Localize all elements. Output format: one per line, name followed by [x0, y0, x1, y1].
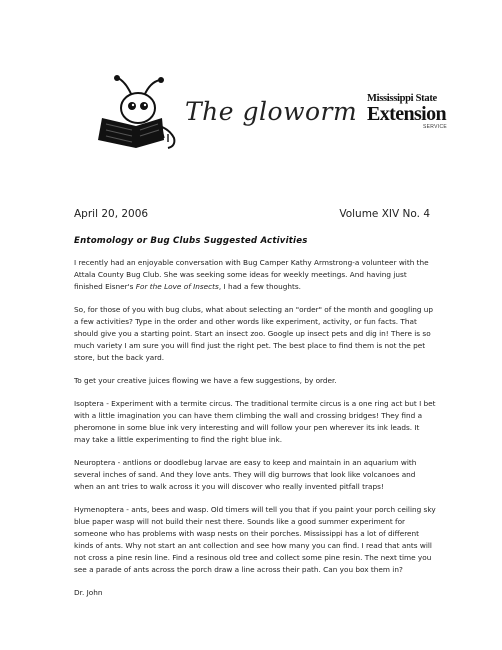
paragraph-suggestions: To get your creative juices flowing we have a few suggestions, by order.	[74, 376, 337, 385]
issue-date: April 20, 2006	[74, 208, 149, 220]
paragraph-neuroptera: Neuroptera - antlions or doodlebug larvae are easy to keep and maintain in an aquarium with several inches of sand. And they love ants. They will dig burrows that look like volcanoes and when an ant tries to walk across it you will discover who really invented pitfall traps!	[74, 458, 417, 491]
logo-university-name: Mississippi State	[367, 93, 437, 104]
paragraph-intro	[74, 257, 436, 293]
logo-service-word: SERVICE	[423, 124, 447, 130]
msu-extension-logo	[367, 93, 447, 135]
paragraph-bug-clubs: So, for those of you with bug clubs, what about selecting an "order" of the month and googling up a few activities? Type in the order and other words like experiment, activity, or fun facts. That should give you a starting point. Start an insect zoo. Google up insect pets and dig in! There is so much variety I am sure you will find just the right pet. The best place to find them is not the pet store, but the back yard.	[74, 305, 434, 362]
issue-volume: Volume XIV No. 4	[339, 208, 430, 220]
glowworm-reading-book-icon	[92, 74, 180, 152]
article	[74, 236, 436, 599]
masthead	[0, 0, 502, 150]
issue-dateline	[74, 208, 430, 220]
logo-extension-word: Extension	[367, 103, 447, 125]
paragraph-hymenoptera: Hymenoptera - ants, bees and wasp. Old timers will tell you that if you paint your porch ceiling sky blue paper wasp will not build their nest there. Sounds like a good summer experiment for someone who has problems with wasp nests on their porches. Mississippi has a lot of different kinds of ants. Why not start an ant collection and see how many you can find. I read that ants will not cross a pine resin line. Find a resinous old tree and collect some pine resin. The next time you see a parade of ants across the porch draw a line across their path. Can you box them in?	[74, 505, 436, 574]
paragraph-isoptera: Isoptera - Experiment with a termite circus. The traditional termite circus is a one ring act but I bet with a little imagination you can have them climbing the wall and crossing bridges! They find a pheromone in some blue ink very interesting and will follow your pen wherever its ink leads. It may take a little experimenting to find the right blue ink.	[74, 399, 436, 444]
book-title: For the Love of Insects	[135, 282, 219, 291]
article-headline: Entomology or Bug Clubs Suggested Activities	[74, 236, 308, 246]
author-signature: Dr. John	[74, 588, 103, 597]
intro-text-before: I recently had an enjoyable conversation with Bug Camper Kathy Armstrong-a volunteer with the Attala County Bug Club. She was seeking some ideas for weekly meetings. And having just finished Eisner's	[74, 258, 429, 291]
intro-text-after: , I had a few thoughts.	[218, 282, 301, 291]
newsletter-title: The gloworm	[185, 97, 358, 126]
